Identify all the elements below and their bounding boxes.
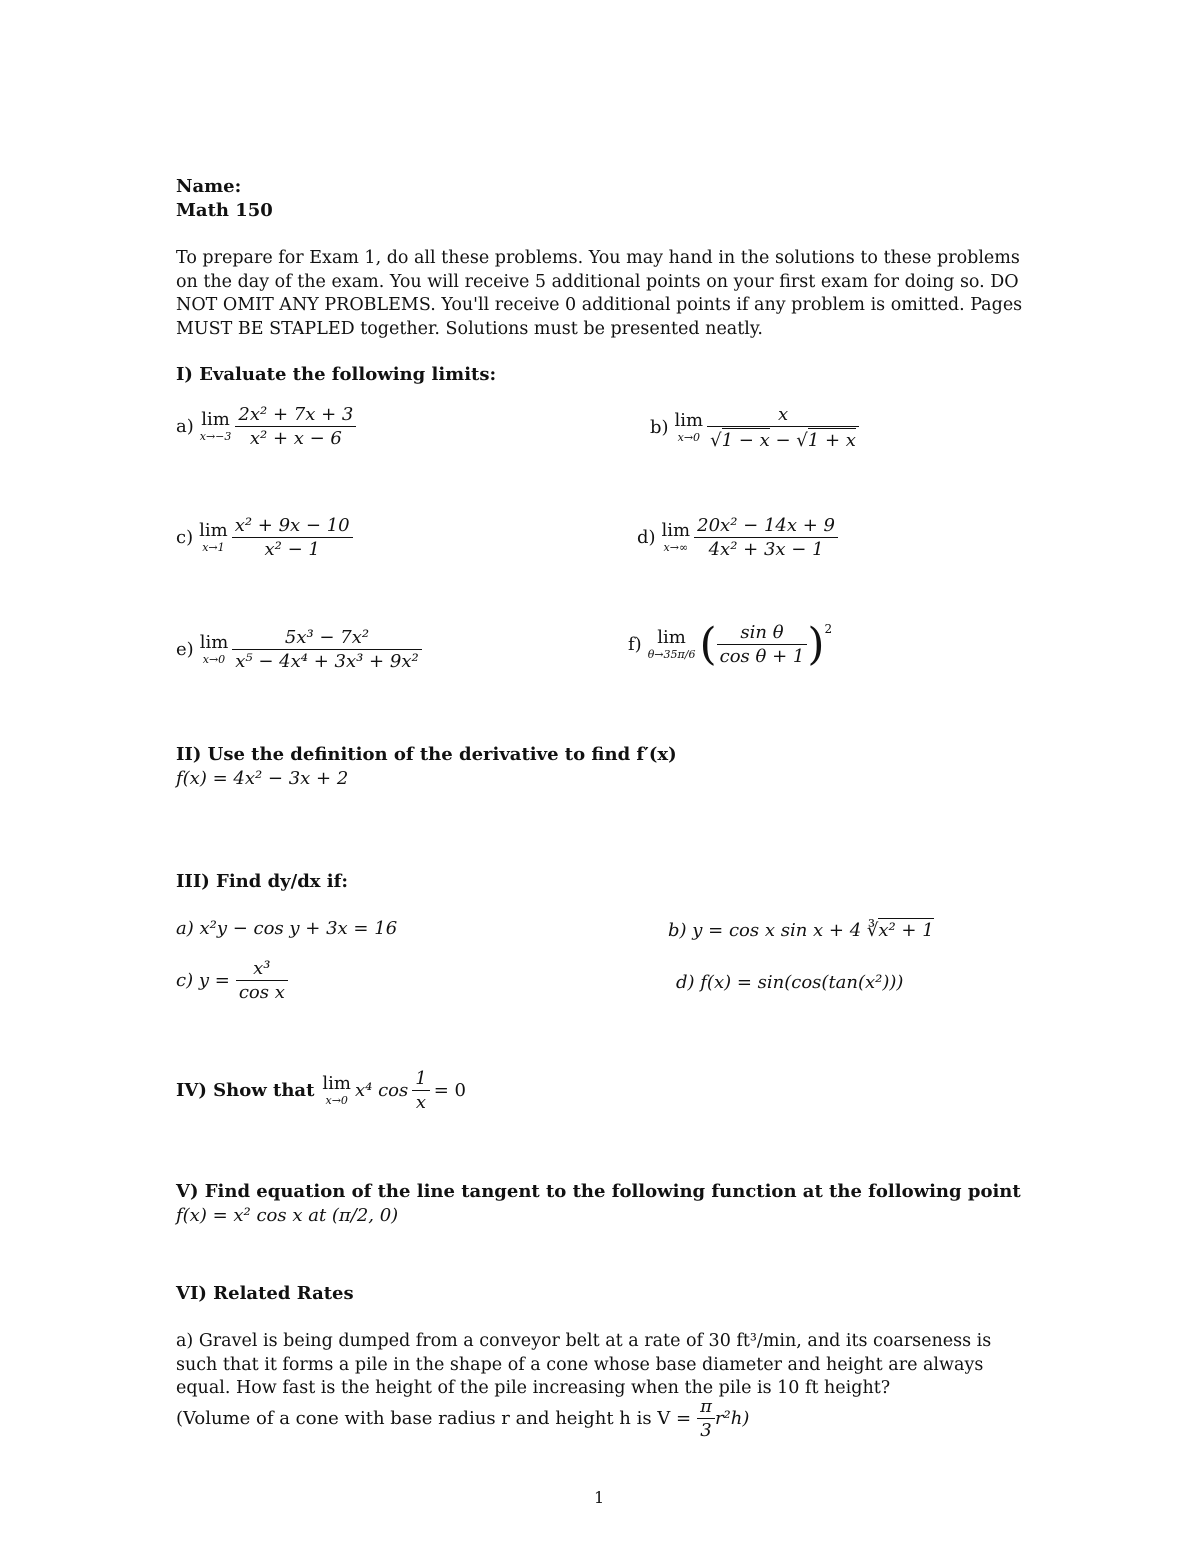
limit-b-operator: lim x→0 [674, 410, 704, 444]
cone-volume-formula: (Volume of a cone with base radius r and height h is V = $\frac{\pi}{3}$ r²h) [176, 1396, 750, 1441]
section-3-part-a: a) x²y − cos y + 3x = 16 [176, 918, 398, 939]
page-number: 1 [594, 1488, 605, 1507]
related-rates-problem-a: a) Gravel is being dumped from a conveyor belt at a rate of 30 ft³/min, and its coarseness is such that it forms a pile in the shape of a cone whose base diameter and height are always equal. How fast is the height of the pile increasing when the pile is 10 ft height? [176, 1331, 992, 1398]
section-5-function: f(x) = x² cos x at (π/2, 0) [176, 1205, 399, 1226]
limit-f-operator: lim θ→35π/6 [647, 627, 696, 661]
limit-c-label: c) [176, 527, 194, 548]
section-3-part-d: d) f(x) = sin(cos(tan(x²))) [676, 972, 904, 993]
section-4-limit-operator: lim x→0 [322, 1073, 351, 1107]
course-title: Math 150 [176, 200, 273, 221]
section-1-heading: I) Evaluate the following limits: [176, 364, 497, 385]
limit-a-operator: lim x→−3 [199, 409, 232, 443]
section-6-heading: VI) Related Rates [176, 1283, 354, 1304]
section-3-heading: III) Find dy/dx if: [176, 871, 349, 892]
section-5-heading: V) Find equation of the line tangent to the following function at the following point [176, 1181, 1021, 1202]
limit-f [628, 618, 833, 670]
section-3-part-c: c) y = $\frac{\text{x³}}{\text{cos x}}$ [176, 958, 288, 1003]
limit-f-exponent: 2 [824, 622, 833, 636]
cone-volume-fraction: $\frac{\pi}{3}$ [697, 1396, 715, 1441]
limit-a [176, 404, 356, 449]
name-label: Name: [176, 176, 242, 197]
limit-a-fraction: $\frac{\text{2x² + 7x + 3}}{\text{x² + x − 6}}$ [235, 404, 356, 449]
section-4: IV) Show that lim x→0 x⁴ cos $\frac{1}{x}$ = 0 [176, 1068, 466, 1113]
limit-d [637, 515, 838, 560]
limit-b [650, 404, 859, 451]
limit-d-label: d) [637, 527, 656, 548]
limit-f-fraction: $\frac{\text{sin θ}}{\text{cos θ + 1}}$ [717, 622, 808, 667]
limit-d-fraction: $\frac{\text{20x² − 14x + 9}}{\text{4x² + 3x − 1}}$ [694, 515, 838, 560]
limit-c [176, 515, 353, 560]
left-paren: ( [699, 618, 717, 670]
limit-e-label: e) [176, 639, 194, 660]
limit-e-fraction: $\frac{\text{5x³ − 7x²}}{\text{x⁵ − 4x⁴ + 3x³ + 9x²}}$ [232, 627, 421, 672]
limit-c-fraction: $\frac{\text{x² + 9x − 10}}{\text{x² − 1}}$ [232, 515, 353, 560]
section-4-fraction: $\frac{1}{x}$ [412, 1068, 429, 1113]
limit-f-label: f) [628, 634, 642, 655]
section-2-heading: II) Use the definition of the derivative to find f′(x) [176, 744, 677, 765]
section-3-part-b: b) y = cos x sin x + 4 ∛x² + 1 [668, 920, 934, 941]
right-paren: ) [807, 618, 825, 670]
limit-a-label: a) [176, 416, 194, 437]
section-4-heading: IV) Show that [176, 1080, 315, 1101]
limit-b-label: b) [650, 417, 669, 438]
limit-d-operator: lim x→∞ [661, 520, 691, 554]
limit-b-fraction: $\frac{x}{√1 - x - √1 + x}$ [707, 404, 859, 451]
instructions-paragraph: To prepare for Exam 1, do all these problems. You may hand in the solutions to these problems on the day of the exam. You will receive 5 additional points on your first exam for doing so. DO NOT OMIT ANY PROBLEMS. You'll receive 0 additional points if any problem is omitted. Pages MUST BE STAPLED together. Solutions must be presented neatly. [176, 248, 1023, 339]
section-3-part-c-fraction: $\frac{\text{x³}}{\text{cos x}}$ [236, 958, 288, 1003]
limit-e [176, 627, 422, 672]
limit-e-operator: lim x→0 [199, 632, 229, 666]
limit-c-operator: lim x→1 [199, 520, 228, 554]
section-2-function: f(x) = 4x² − 3x + 2 [176, 768, 349, 789]
